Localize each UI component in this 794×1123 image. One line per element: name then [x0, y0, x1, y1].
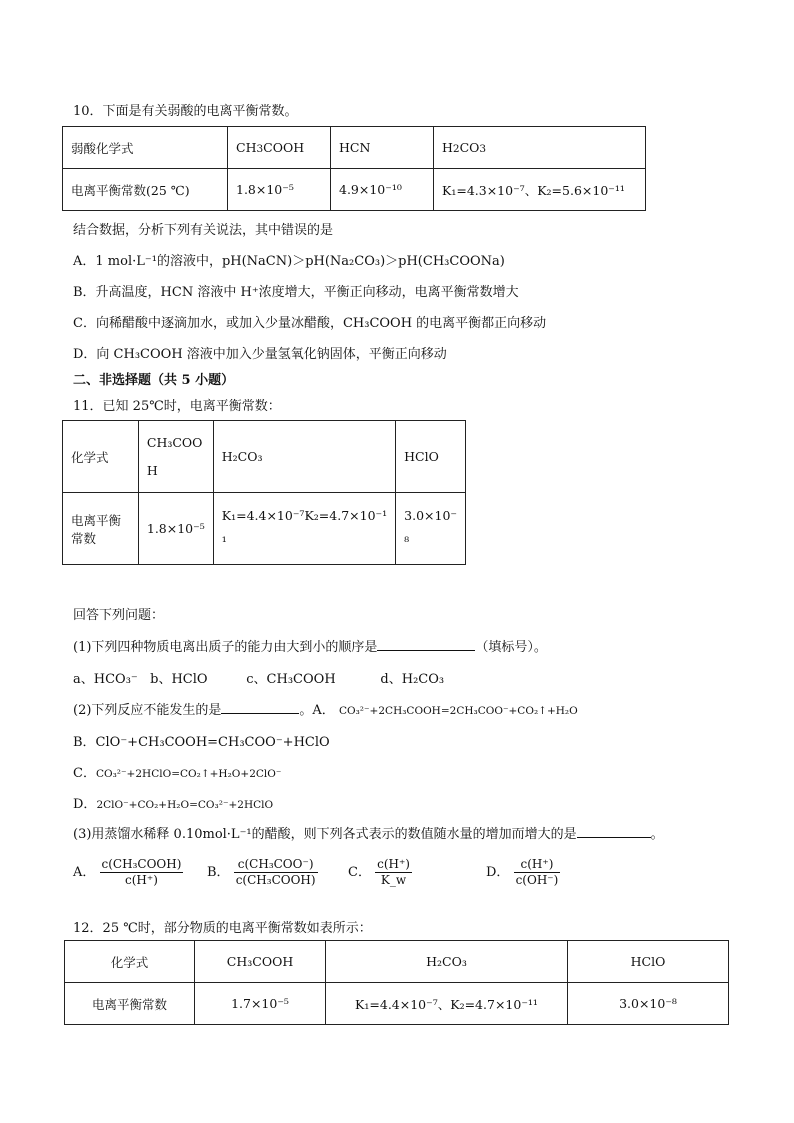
q11-part1-blank[interactable]: [377, 650, 475, 651]
fraction: [100, 857, 184, 888]
q11-part2-blank[interactable]: [221, 713, 299, 714]
q10-header-ch3cooh: CH3COOH: [228, 127, 331, 169]
q10-value-h2co3: K₁=4.3×10⁻⁷、K₂=5.6×10⁻¹¹: [434, 169, 646, 211]
q11-part1-stem: (1)下列四种物质电离出质子的能力由大到小的顺序是: [73, 640, 378, 655]
q11-part2-option-d-label: D．: [73, 797, 97, 812]
q11-title: 11．已知 25℃时，电离平衡常数：: [73, 399, 281, 414]
q11-part3-option-a-label: A．: [73, 865, 96, 880]
fraction: [234, 857, 318, 888]
q11-label-formula: 化学式: [63, 421, 139, 493]
q10-header-hcn: HCN: [331, 127, 434, 169]
fraction: [375, 857, 412, 888]
q11-part3-blank[interactable]: [577, 837, 651, 838]
q10-prompt: 结合数据，分析下列有关说法，其中错误的是: [73, 223, 334, 238]
q10-option-c: C．向稀醋酸中逐滴加水，或加入少量冰醋酸，CH₃COOH 的电离平衡都正向移动: [73, 316, 547, 331]
q10-option-a: A．1 mol·L⁻¹的溶液中，pH(NaCN)＞pH(Na₂CO₃)＞pH(CH₃COONa): [73, 254, 505, 269]
q10-option-d: D．向 CH₃COOH 溶液中加入少量氢氧化钠固体，平衡正向移动: [73, 347, 447, 362]
q12-row-label: 电离平衡常数: [65, 983, 195, 1025]
q11-part3-suffix: 。: [650, 827, 664, 842]
denominator: c(CH₃COOH): [235, 873, 316, 887]
q10-title: 10．下面是有关弱酸的电离平衡常数。: [73, 104, 298, 119]
q10-row-label: 电离平衡常数(25 ℃): [63, 169, 228, 211]
q11-val-h2co3-line2: ¹: [221, 533, 227, 549]
q11-val-hclo: [396, 493, 466, 565]
q11-choice-d: d、H₂CO₃: [380, 672, 445, 687]
numerator: c(CH₃COOH): [101, 857, 182, 871]
q11-part2-option-d-row: [73, 793, 273, 812]
q11-val-h2co3-line1: K₁=4.4×10⁻⁷K₂=4.7×10⁻¹: [221, 507, 388, 523]
q12-title: 12．25 ℃时，部分物质的电离平衡常数如表所示：: [73, 921, 372, 936]
q11-table: [62, 420, 466, 565]
q11-label-constant: 电离平衡常数: [63, 493, 139, 565]
q11-part2-option-a: CO₃²⁻+2CH₃COOH=2CH₃COO⁻+CO₂↑+H₂O: [338, 705, 578, 717]
q11-part3: [73, 823, 664, 842]
q12-header-h2co3: H₂CO₃: [326, 941, 568, 983]
q12-table: [64, 940, 729, 1025]
q12-header-label: 化学式: [65, 941, 195, 983]
q11-part3-option-b-label: B．: [207, 865, 230, 880]
q11-part2: [73, 699, 578, 718]
q11-col-h2co3: H₂CO₃: [213, 421, 395, 493]
section-heading: 二、非选择题（共 5 小题）: [73, 373, 235, 388]
q11-part3-option-a: [73, 857, 183, 888]
q12-header-ch3cooh: CH₃COOH: [195, 941, 326, 983]
q11-part1: [73, 636, 547, 655]
q11-col-ch3cooh-line2: H: [146, 462, 158, 478]
q11-part3-option-d: [486, 857, 560, 888]
q11-part3-option-c-label: C．: [348, 865, 371, 880]
denominator: c(H⁺): [125, 873, 158, 887]
numerator: c(H⁺): [514, 857, 561, 873]
q11-part3-stem: (3)用蒸馏水稀释 0.10mol·L⁻¹的醋酸，则下列各式表示的数值随水量的增加而增大的是: [73, 827, 577, 842]
q11-val-ch3cooh: 1.8×10⁻⁵: [138, 493, 213, 565]
q10-header-h2co3: H2CO3: [434, 127, 646, 169]
q10-value-hcn: 4.9×10⁻¹⁰: [331, 169, 434, 211]
q11-col-ch3cooh: [138, 421, 213, 493]
q11-choice-a: a、HCO₃⁻: [73, 672, 138, 687]
q11-part2-option-c: CO₃²⁻+2HClO=CO₂↑+H₂O+2ClO⁻: [95, 768, 282, 780]
q11-val-h2co3: [213, 493, 395, 565]
fraction: [514, 857, 561, 888]
q11-part2-option-b: B．ClO⁻+CH₃COOH=CH₃COO⁻+HClO: [73, 735, 330, 750]
q11-part2-stem: (2)下列反应不能发生的是: [73, 703, 222, 718]
denominator: c(OH⁻): [515, 873, 559, 887]
q12-header-hclo: HClO: [568, 941, 729, 983]
q11-part3-option-c: [348, 857, 412, 888]
denominator: K_w: [380, 873, 407, 887]
q11-val-hclo-line1: 3.0×10⁻: [404, 507, 457, 523]
q11-val-hclo-line2: ⁸: [404, 533, 410, 549]
q10-value-ch3cooh: 1.8×10⁻⁵: [228, 169, 331, 211]
q11-part2-option-c-label: C．: [73, 766, 96, 781]
q11-part1-choices: [73, 668, 444, 687]
q11-col-ch3cooh-line1: CH₃COO: [146, 434, 203, 450]
q11-part1-suffix: （填标号）。: [475, 640, 547, 655]
q11-part2-suffix: 。A．: [299, 703, 335, 718]
q10-option-b: B．升高温度，HCN 溶液中 H⁺浓度增大，平衡正向移动，电离平衡常数增大: [73, 285, 519, 300]
q10-table: [62, 126, 646, 211]
q12-value-hclo: 3.0×10⁻⁸: [568, 983, 729, 1025]
q11-answer-intro: 回答下列问题：: [73, 608, 165, 623]
numerator: c(H⁺): [377, 857, 410, 871]
q11-part2-option-d: 2ClO⁻+CO₂+H₂O=CO₃²⁻+2HClO: [96, 799, 274, 811]
q12-value-h2co3: K₁=4.4×10⁻⁷、K₂=4.7×10⁻¹¹: [326, 983, 568, 1025]
q11-part2-option-c-row: [73, 762, 281, 781]
q10-header-label: 弱酸化学式: [63, 127, 228, 169]
q12-value-ch3cooh: 1.7×10⁻⁵: [195, 983, 326, 1025]
q11-part3-option-d-label: D．: [486, 865, 510, 880]
q11-col-hclo: HClO: [396, 421, 466, 493]
numerator: c(CH₃COO⁻): [234, 857, 318, 873]
q11-choice-c: c、CH₃COOH: [246, 672, 336, 687]
q11-choice-b: b、HClO: [150, 672, 208, 687]
q11-part3-option-b: [207, 857, 318, 888]
